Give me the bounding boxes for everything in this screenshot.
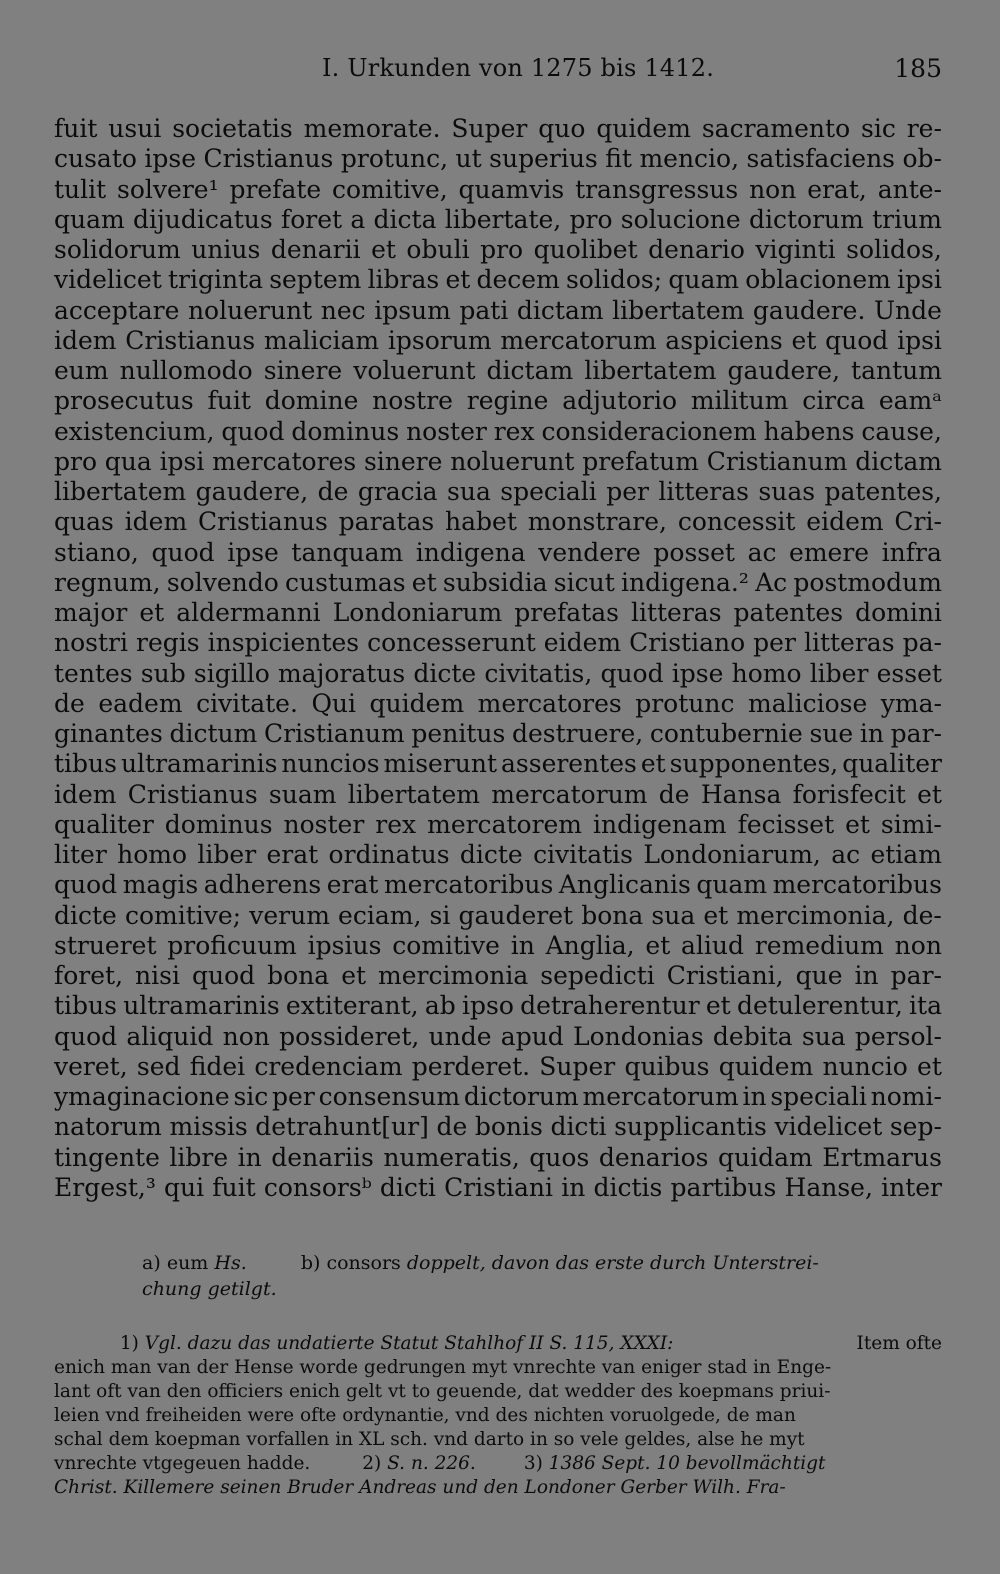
footnote-3-label: 3) [523,1453,543,1474]
text-line: videlicet triginta septem libras et decem solidos; quam oblacionem ipsi [54,265,942,295]
footnote-line [54,1356,942,1380]
page-number: 185 [894,54,942,83]
text-line: ymaginacione sic per consensum dictorum mercatorum in speciali nomi- [54,1082,942,1111]
text-line: libertatem gaudere, de gracia sua speciali per litteras suas patentes, [54,477,942,506]
note-a-label: a) eum [142,1252,209,1274]
text-line: quod magis adherens erat mercatoribus Anglicanis quam mercatoribus [54,870,942,900]
footnote-line [54,1380,942,1404]
note-a-text: Hs. [214,1252,247,1274]
text-line: quam dijudicatus foret a dicta libertate, pro solucione dictorum trium [54,204,942,234]
text-line: ginantes dictum Cristianum penitus destruere, contubernie sue in par- [54,719,942,748]
footnote-1-text: schal dem koepman vorfallen in XL sch. vnd darto in so vele geldes, alse he myt [54,1429,805,1450]
footnote-line [54,1332,942,1356]
footnote-3-text: Christ. Killemere seinen Bruder Andreas und den Londoner Gerber Wilh. Fra- [54,1477,786,1498]
footnote-1-text: lant oft van den officiers enich gelt vt to geuende, dat wedder des koepmans priui- [54,1381,831,1402]
text-line: tingente libre in denariis numeratis, quos denarios quidam Ertmarus [54,1142,942,1172]
textual-note-line [54,1276,942,1302]
textual-notes [54,1250,942,1302]
text-line: liter homo liber erat ordinatus dicte civitatis Londoniarum, ac etiam [54,840,942,869]
text-line: quas idem Cristianus paratas habet monstrare, concessit eidem Cri- [54,507,942,537]
text-line: tibus ultramarinis nuncios miserunt asserentes et supponentes, qualiter [54,749,942,779]
text-line: solidorum unius denarii et obuli pro quolibet denario viginti solidos, [54,235,942,264]
text-line: idem Cristianus suam libertatem mercatorum de Hansa forisfecit et [54,779,942,809]
footnote-1-label: 1) [119,1333,139,1354]
text-line: stiano, quod ipse tanquam indigena vendere posset ac emere infra [54,537,942,567]
text-line: foret, nisi quod bona et mercimonia sepedicti Cristiani, que in par- [54,961,942,990]
text-line: prosecutus fuit domine nostre regine adjutorio militum circa eamᵃ [54,386,942,416]
text-line: tulit solvere¹ prefate comitive, quamvis transgressus non erat, ante- [54,174,942,204]
note-b-text: doppelt, davon das erste durch Unterstrei- [406,1252,819,1274]
main-text-block [54,114,942,1203]
running-head [0,52,1000,84]
text-line: cusato ipse Cristianus protunc, ut superius fit mencio, satisfaciens ob- [54,144,942,174]
footnote-line [54,1452,942,1476]
text-line: tentes sub sigillo majoratus dicte civitatis, quod ipse homo liber esset [54,658,942,688]
text-line: veret, sed fidei credenciam perderet. Super quibus quidem nuncio et [54,1051,942,1081]
footnote-1-reference: Vgl. dazu das undatierte Statut Stahlhof II S. 115, XXXI: [144,1333,674,1354]
text-line: regnum, solvendo custumas et subsidia sicut indigena.² Ac postmodum [54,567,942,597]
footnote-1-text: enich man van der Hense worde gedrungen myt vnrechte van eniger stad in Enge- [54,1357,832,1378]
footnote-1-text: vnrechte vtgegeuen hadde. [54,1453,311,1474]
text-line: acceptare noluerunt nec ipsum pati dictam libertatem gaudere. Unde [54,295,942,325]
running-title: I. Urkunden von 1275 bis 1412. [322,54,715,82]
footnote-3-text: 1386 Sept. 10 bevollmächtigt [548,1453,826,1474]
text-line: qualiter dominus noster rex mercatorem indigenam fecisset et simi- [54,809,942,839]
text-line: nostri regis inspicientes concesserunt eidem Cristiano per litteras pa- [54,628,942,658]
text-line: natorum missis detrahunt[ur] de bonis dicti supplicantis videlicet sep- [54,1112,942,1142]
text-line: major et aldermanni Londoniarum prefatas litteras patentes domini [54,598,942,627]
footnote-line [54,1428,942,1452]
footnote-line [54,1476,942,1500]
footnote-1-text: leien vnd freiheiden were ofte ordynantie, vnd des nichten voruolgede, de man [54,1405,796,1426]
note-b-text-continued: chung getilgt. [142,1278,277,1300]
text-line: dicte comitive; verum eciam, si gauderet bona sua et mercimonia, de- [54,900,942,930]
footnote-2-label: 2) [362,1453,382,1474]
text-line: idem Cristianus maliciam ipsorum mercatorum aspiciens et quod ipsi [54,325,942,355]
text-line: pro qua ipsi mercatores sinere noluerunt prefatum Cristianum dictam [54,446,942,476]
text-line: de eadem civitate. Qui quidem mercatores protunc maliciose yma- [54,688,942,718]
text-line: eum nullomodo sinere voluerunt dictam libertatem gaudere, tantum [54,356,942,385]
footnote-line [54,1404,942,1428]
textual-note-line [54,1250,942,1276]
footnote-2-text: S. n. 226. [387,1453,476,1474]
note-b-label: b) consors [300,1252,401,1274]
text-line: fuit usui societatis memorate. Super quo quidem sacramento sic re- [54,114,942,143]
footnotes [54,1332,942,1500]
text-line: Ergest,³ qui fuit consorsᵇ dicti Cristiani in dictis partibus Hanse, inter [54,1172,942,1202]
text-line: quod aliquid non possideret, unde apud Londonias debita sua persol- [54,1021,942,1051]
footnote-1-text: Item ofte [856,1333,942,1354]
text-line: tibus ultramarinis extiterant, ab ipso detraherentur et detulerentur, ita [54,991,942,1021]
text-line: strueret proficuum ipsius comitive in Anglia, et aliud remedium non [54,930,942,960]
text-line: existencium, quod dominus noster rex consideracionem habens cause, [54,416,942,446]
